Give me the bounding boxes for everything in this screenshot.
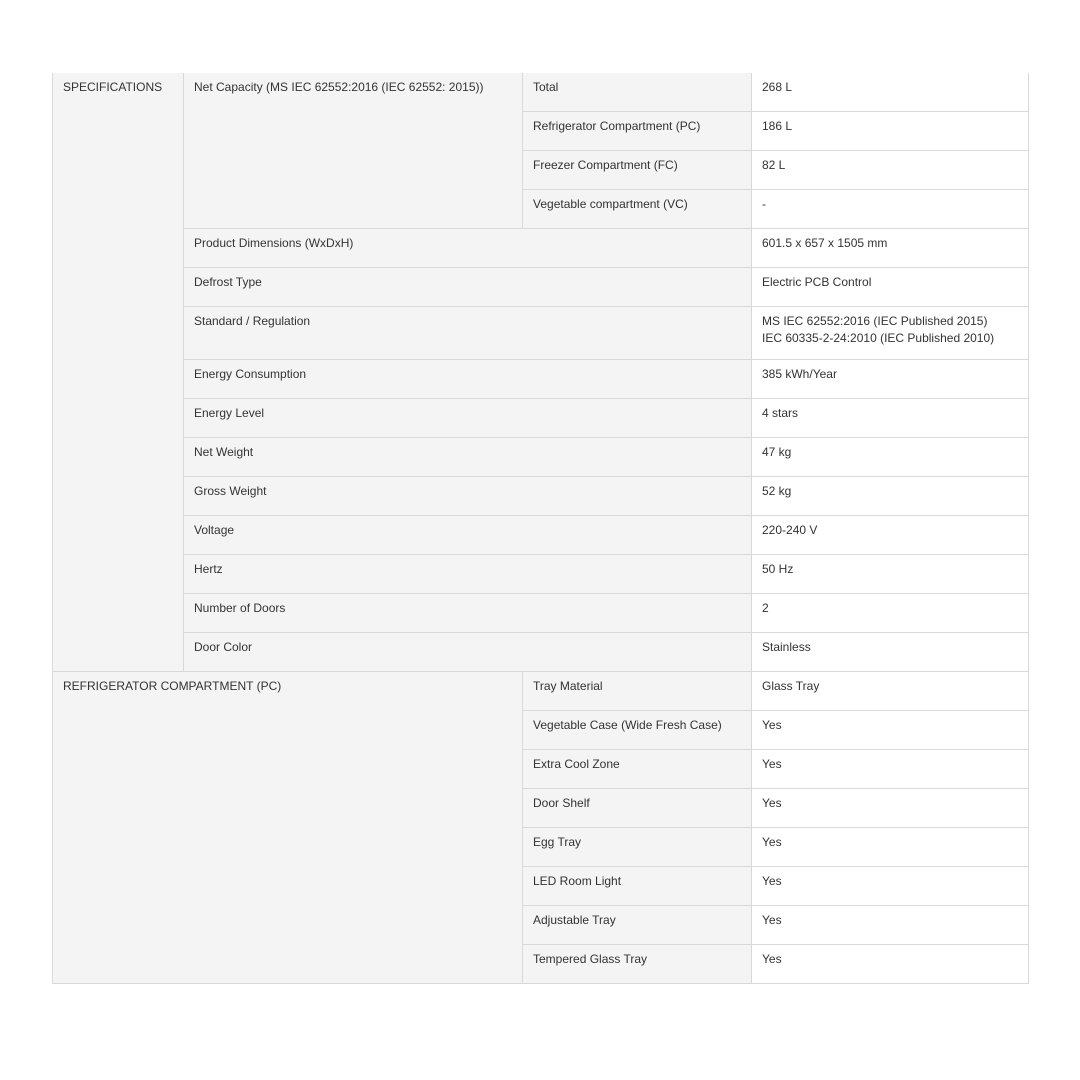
table-row [53, 516, 1029, 555]
spec-label: Door Color [184, 633, 752, 672]
spec-sub-label: Refrigerator Compartment (PC) [523, 112, 752, 151]
spec-value: Yes [752, 906, 1029, 945]
spec-sub-label: Door Shelf [523, 789, 752, 828]
spec-label: Defrost Type [184, 268, 752, 307]
spec-value: Yes [752, 945, 1029, 984]
table-row [53, 307, 1029, 360]
spec-value: Yes [752, 711, 1029, 750]
spec-value: 50 Hz [752, 555, 1029, 594]
spec-sub-label: Vegetable Case (Wide Fresh Case) [523, 711, 752, 750]
table-row [53, 268, 1029, 307]
spec-label: Hertz [184, 555, 752, 594]
spec-sub-label: Adjustable Tray [523, 906, 752, 945]
table-row [53, 477, 1029, 516]
spec-label: Voltage [184, 516, 752, 555]
spec-value: Yes [752, 828, 1029, 867]
spec-value: - [752, 190, 1029, 229]
table-row [53, 438, 1029, 477]
spec-table-container [52, 73, 1028, 966]
spec-value: Yes [752, 867, 1029, 906]
spec-sub-label: Freezer Compartment (FC) [523, 151, 752, 190]
spec-value: 47 kg [752, 438, 1029, 477]
section-label-refrigerator-compartment: REFRIGERATOR COMPARTMENT (PC) [53, 672, 523, 984]
spec-value: 82 L [752, 151, 1029, 190]
spec-value: 220-240 V [752, 516, 1029, 555]
table-row [53, 672, 1029, 711]
table-row [53, 633, 1029, 672]
spec-value: 186 L [752, 112, 1029, 151]
spec-value: 268 L [752, 73, 1029, 112]
spec-sub-label: LED Room Light [523, 867, 752, 906]
spec-label: Net Weight [184, 438, 752, 477]
spec-label: Energy Level [184, 399, 752, 438]
spec-value: Stainless [752, 633, 1029, 672]
spec-sub-label: Total [523, 73, 752, 112]
spec-value: Glass Tray [752, 672, 1029, 711]
spec-value: Yes [752, 789, 1029, 828]
spec-value [752, 307, 1029, 360]
spec-sub-label: Tray Material [523, 672, 752, 711]
spec-label: Gross Weight [184, 477, 752, 516]
spec-value-line: IEC 60335-2-24:2010 (IEC Published 2010) [762, 331, 995, 345]
table-row [53, 399, 1029, 438]
net-capacity-label: Net Capacity (MS IEC 62552:2016 (IEC 62552: 2015)) [184, 73, 523, 229]
spec-value: 52 kg [752, 477, 1029, 516]
table-row [53, 360, 1029, 399]
spec-table [52, 73, 1029, 984]
section-label-specifications: SPECIFICATIONS [53, 73, 184, 672]
spec-value: Yes [752, 750, 1029, 789]
spec-value: 4 stars [752, 399, 1029, 438]
spec-value-line: MS IEC 62552:2016 (IEC Published 2015) [762, 314, 988, 328]
spec-sub-label: Extra Cool Zone [523, 750, 752, 789]
spec-label: Product Dimensions (WxDxH) [184, 229, 752, 268]
spec-label: Number of Doors [184, 594, 752, 633]
spec-value: 2 [752, 594, 1029, 633]
table-row [53, 229, 1029, 268]
spec-value: 385 kWh/Year [752, 360, 1029, 399]
table-row [53, 73, 1029, 112]
spec-sub-label: Tempered Glass Tray [523, 945, 752, 984]
spec-value: Electric PCB Control [752, 268, 1029, 307]
table-row [53, 555, 1029, 594]
spec-label: Standard / Regulation [184, 307, 752, 360]
spec-sub-label: Vegetable compartment (VC) [523, 190, 752, 229]
spec-sub-label: Egg Tray [523, 828, 752, 867]
spec-label: Energy Consumption [184, 360, 752, 399]
spec-value: 601.5 x 657 x 1505 mm [752, 229, 1029, 268]
table-row [53, 594, 1029, 633]
